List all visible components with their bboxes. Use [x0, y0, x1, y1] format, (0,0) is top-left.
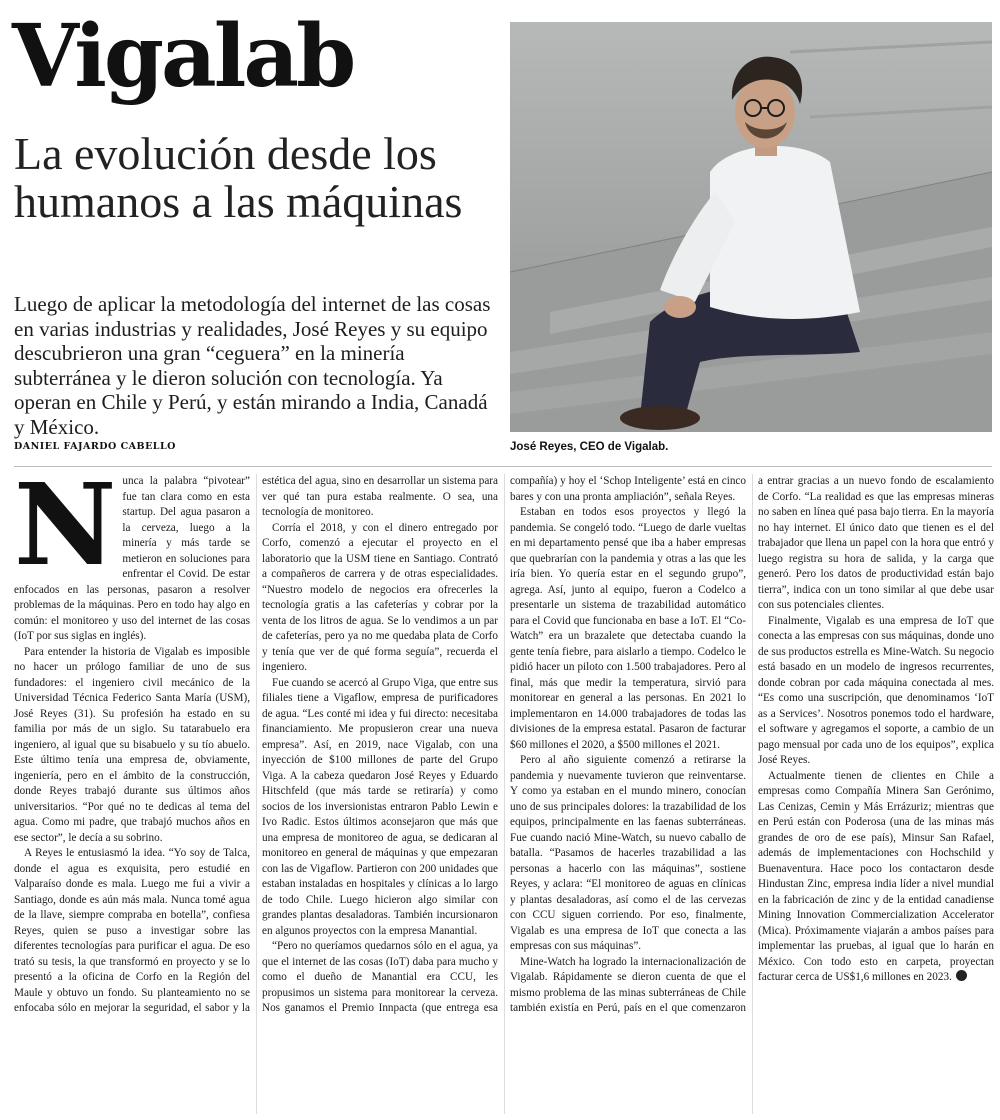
photo-caption: José Reyes, CEO de Vigalab.	[510, 441, 669, 453]
article-paragraph-2: Para entender la historia de Vigalab es imposible no hacer un prólogo familiar de uno de sus fundadores: el ingeniero civil mecánico de la Universidad Técnica Federico Santa María (USM), José Reyes (31). Su profesión ha estado en su familia por más de un siglo. Su tatarabuelo era ingeniero, al igual que su bisabuelo y su tío abuelo. Este último tenía una empresa de, obviamente, ingeniería, pero en el ámbito de la construcción, donde Reyes trabajó durante sus últimos años universitarios. “Por qué no te dedicas al tema del agua. Como mi padre, que trabajó muchos años en ese sector”, le decía a su sobrino.	[14, 645, 250, 844]
section-divider	[14, 466, 992, 467]
article-masthead-title: Vigalab	[12, 6, 354, 107]
article-paragraph-11	[758, 769, 994, 986]
paragraph-text: Actualmente tienen de clientes en Chile a empresas como Compañía Minera San Gerónimo, Las Cenizas, Cemin y Más Errázuriz; mientras que en Perú están con Poderosa (una de las minas más grandes de oro de ese país), Minsur San Rafael, además de implementaciones con Hochschild y Buenaventura. Hace poco los contactaron desde Hindustan Zinc, empresa india líder a nivel mundial en la fabricación de zinc y de la entidad canadiense Mining Innovation Commercialization Accelerator (Mica). Próximamente viajarán a ambos países para implementar las pruebas, al igual que lo harán en México. Con todo esto en carpeta, proyectan facturar cerca de US$1,6 millones en 2023.	[758, 769, 994, 983]
article-paragraph-10: Finalmente, Vigalab es una empresa de IoT que conecta a las empresas con sus máquinas, donde uno de sus productos estrella es Mine-Watch. Su negocio está basado en un modelo de ingresos recurrentes, donde cobran por cada máquina conectada al mes. “Es como una suscripción, que denominamos ‘IoT as a Services’. Nosotros ponemos todo el hardware, el software y agregamos el soporte, a cambio de un pago mensual por cada uno de los equipos”, explica José Reyes.	[758, 614, 994, 766]
article-paragraph-4: Corría el 2018, y con el dinero entregado por Corfo, comenzó a ejecutar el proyecto en el laboratorio que la USM tiene en Santiago. Contrató a compañeros de carrera y de otras especialidades. “Nuestro modelo de negocios era ofrecerles la tecnología gratis a las cafeterías y cobrar por la venta de los litros de agua. Se lo vendimos a un par de cafeterías, pero ya no me quedaba plata de Corfo y tenía que ver de qué forma seguía”, recuerda el ingeniero.	[262, 521, 498, 673]
article-paragraph-5: Fue cuando se acercó al Grupo Viga, que entre sus filiales tiene a Vigaflow, empresa de purificadores de agua. “Les conté mi idea y fui directo: necesitaba financiamiento. Me propusieron crear una nueva empresa”. Así, en 2019, nace Vigalab, con una inyección de $100 millones de parte del Grupo Viga. A la cabeza quedaron José Reyes y Eduardo Hitschfeld (que más tarde se retiraría) y como socios de los inversionistas entraron Pablo Lewin e Ivo Radic. Estos últimos aconsejaron que más que una empresa de monitoreo de agua, se dedicaran al monitoreo en general de máquinas y que empezaran con las de Vigaflow. Partieron con 200 unidades que estaban instaladas en hospitales y clínicas a lo largo de todo Chile. Luego hicieron algo similar con grandes plantas desaladoras. También incursionaron en algunos proyectos con la empresa Manantial.	[262, 676, 498, 937]
article-paragraph-3: A Reyes le entusiasmó la idea. “Yo soy de Talca, donde el agua es exquisita, pero estudié en Valparaíso donde es mala. Luego me fui a vivir a Santiago, donde es aún más mala. Nunca tomé agua de la llave, siempre compraba en botella”, confiesa Reyes, quien se puso a investigar sobre las diferentes tecnologías para purificar el agua. De eso trató su tesis, la que transformó en proyecto y se lo presentó a la oficina de Corfo en la Región del Maule y obtuvo un fondo. Su planteamiento no se enfocaba sólo en mejorar la seguridad, el sabor y la estética del agua, sino en desarrollar un sistema para ver qué tan pura estaba realmente. O sea, una tecnología de monitoreo.	[14, 475, 498, 1014]
photo-illustration	[510, 22, 992, 432]
article-byline: DANIEL FAJARDO CABELLO	[14, 441, 176, 452]
article-body	[14, 474, 994, 1114]
article-paragraph-1	[14, 474, 250, 645]
article-paragraph-9: Mine-Watch ha logrado la internacionalización de Vigalab. Rápidamente se dieron cuenta de que el mismo problema de las minas subterráneas de Chile también existía en Perú, país en el que comenzaron a entrar gracias a un nuevo fondo de escalamiento de Corfo. “La realidad es que las empresas mineras no saben en línea qué pasa bajo tierra. En la mayoría no hay internet. El único dato que tienen es el del trabajador que llena un papel con la hora que entró y luego registra su hora de salida, y la carga que generó. Pero los datos de productividad están bajo tierra”, indica con un tono similar al que debe usar con sus potenciales clientes.	[510, 475, 994, 1014]
portrait-photo	[510, 22, 992, 432]
article-paragraph-7: Estaban en todos esos proyectos y llegó la pandemia. Se congeló todo. “Luego de darle vueltas en mi departamento pensé que iba a haber empresas que quebrarían con la pandemia y otras a las que les iría bien. Yo quería estar en el segundo grupo”, agrega. Así, junto al equipo, fueron a Codelco a presentarle un sistema de trazabilidad automático para el Covid que funcionaba en base a IoT. El “Co-Watch” era un brazalete que detectaba cuando la gente tenía fiebre, para aislarlo a tiempo. Codelco le pidió hacer un piloto con 1.500 trabajadores. Pero al final, más que medir la temperatura, sirvió para monitorear en general a las personas. En 2021 lo implementaron en 14.000 trabajadores de todas las divisiones de la empresa estatal. Pasaron de facturar $60 millones el 2020, a $500 millones el 2021.	[510, 506, 746, 751]
article-subtitle: La evolución desde los humanos a las máquinas	[14, 128, 463, 227]
end-of-article-icon	[956, 970, 967, 981]
article-paragraph-6: “Pero no queríamos quedarnos sólo en el agua, ya que el internet de las cosas (IoT) daba para mucho y como el dueño de Manantial era CCU, les propusimos un sistema para monitorear la cerveza. Nos ganamos el Premio Innpacta (que entrega esa compañía) y hoy el ‘Schop Inteligente’ está en cinco bares y con una pronta ampliación”, señala Reyes.	[262, 475, 746, 1014]
drop-cap: N	[14, 474, 117, 591]
article-paragraph-8: Pero al año siguiente comenzó a retirarse la pandemia y nuevamente tuvieron que reinventarse. Y como ya estaban en el mundo minero, conocían uno de sus principales dolores: la trazabilidad de los equipos, principalmente en las faenas subterráneas. Fue cuando nació Mine-Watch, su nuevo caballo de batalla. “Pasamos de hacerles trazabilidad a las personas a hacerlo con las máquinas”, sostiene Reyes, y aclara: “El monitoreo de aguas en clínicas y plantas desaladoras, así como el de las cervezas con CCU siguen corriendo. Por eso, finalmente, Vigalab es una empresa de IoT que conecta a las empresas con sus máquinas”.	[510, 754, 746, 952]
article-lede: Luego de aplicar la metodología del internet de las cosas en varias industrias y realidades, José Reyes y su equipo descubrieron una gran “ceguera” en la minería subterránea y le dieron solución con tecnología. Ya operan en Chile y Perú, y están mirando a India, Canadá y México.	[14, 292, 491, 439]
paragraph-text: unca la palabra “pivotear” fue tan clara como en esta startup. Del agua pasaron a la cerveza, luego a la minería y más tarde se metieron en soluciones para enfrentar el Covid. De estar enfocados en las personas, pasaron a resolver problemas de la máquinas. Pero en todo hay algo en común: el monitoreo y uso del internet de las cosas (IoT por sus siglas en inglés).	[14, 475, 250, 642]
